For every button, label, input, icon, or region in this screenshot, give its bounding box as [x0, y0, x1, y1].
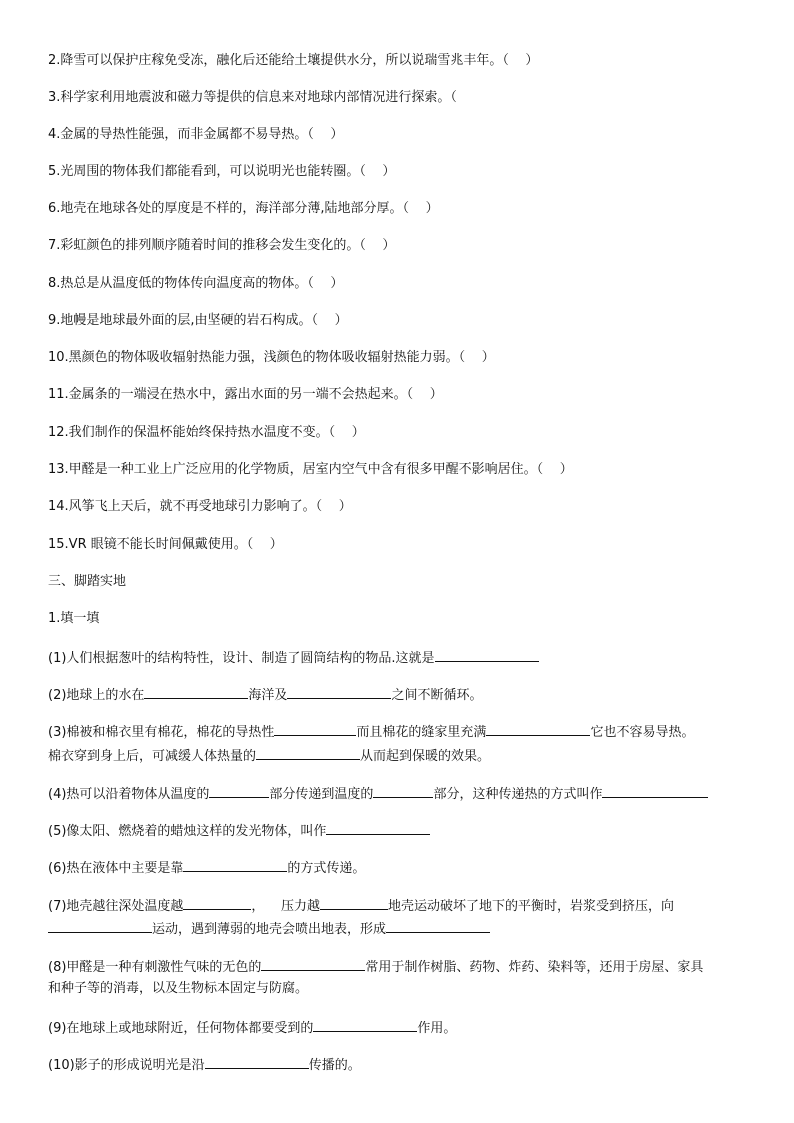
answer-blank[interactable] — [313, 1018, 417, 1032]
question-6: 6.地壳在地球各处的厚度是不样的，海洋部分薄,陆地部分厚。（ ） — [48, 201, 439, 216]
answer-blank[interactable] — [48, 919, 152, 933]
fill-text: (6)热在液体中主要是靠 — [48, 861, 184, 876]
answer-blank[interactable] — [209, 784, 269, 798]
fill-text: 棉衣穿到身上后，可减缓人体热量的 — [48, 749, 257, 764]
fill-text: (8)甲醛是一种有刺激性气味的无色的 — [48, 960, 262, 975]
answer-blank[interactable] — [326, 821, 430, 835]
section-title: 三、脚踏实地 — [48, 574, 127, 589]
question-3: 3.科学家利用地震波和磁力等提供的信息来对地球内部情况进行探索。（ — [48, 90, 457, 105]
answer-blank[interactable] — [602, 784, 708, 798]
answer-blank[interactable] — [183, 858, 287, 872]
fill-text: (10)影子的形成说明光是沿 — [48, 1058, 205, 1073]
fill-text: (7)地壳越往深处温度越 — [48, 899, 184, 914]
fill-item-5 — [48, 821, 430, 841]
fill-text: 部分，这种传递热的方式叫作 — [433, 787, 603, 802]
fill-item-6 — [48, 858, 365, 878]
question-15: 15.VR 眼镜不能长时间佩戴使用。（ ） — [48, 537, 283, 552]
fill-item-2 — [48, 685, 482, 705]
fill-item-7 — [48, 896, 674, 916]
fill-text: 海洋及 — [248, 688, 288, 703]
answer-blank[interactable] — [144, 685, 248, 699]
answer-blank[interactable] — [373, 784, 433, 798]
answer-blank[interactable] — [183, 896, 251, 910]
question-8: 8.热总是从温度低的物体传向温度高的物体。（ ） — [48, 276, 344, 291]
answer-blank[interactable] — [435, 648, 539, 662]
subsection-title: 1.填一填 — [48, 611, 100, 626]
answer-blank[interactable] — [320, 896, 388, 910]
answer-blank[interactable] — [205, 1055, 309, 1069]
fill-text: 而且棉花的缝家里充满 — [356, 725, 487, 740]
answer-blank[interactable] — [274, 722, 356, 736]
fill-text: 和种子等的消毒，以及生物标本固定与防腐。 — [48, 981, 309, 996]
answer-blank[interactable] — [256, 746, 360, 760]
fill-item-8 — [48, 957, 703, 977]
answer-blank[interactable] — [386, 919, 490, 933]
fill-item-1 — [48, 648, 539, 668]
fill-text: 运动，遇到薄弱的地壳会喷出地表，形成 — [152, 922, 387, 937]
question-11: 11.金属条的一端浸在热水中，露出水面的另一端不会热起来。（ ） — [48, 387, 443, 402]
fill-text: 的方式传递。 — [287, 861, 366, 876]
fill-item-7-cont — [48, 919, 490, 939]
fill-item-8-cont — [48, 980, 308, 998]
fill-item-3-cont — [48, 746, 490, 766]
fill-item-9 — [48, 1018, 456, 1038]
question-9: 9.地幔是地球最外面的层,由坚硬的岩石构成。（ ） — [48, 313, 348, 328]
fill-text: (3)棉被和棉衣里有棉花，棉花的导热性 — [48, 725, 275, 740]
question-7: 7.彩虹颜色的排列顺序随着时间的推移会发生变化的。（ ） — [48, 238, 396, 253]
question-12: 12.我们制作的保温杯能始终保持热水温度不变。（ ） — [48, 425, 365, 440]
fill-text: 之间不断循环。 — [391, 688, 483, 703]
fill-text: (9)在地球上或地球附近，任何物体都要受到的 — [48, 1021, 314, 1036]
question-13: 13.甲醛是一种工业上广泛应用的化学物质，居室内空气中含有很多甲醒不影响居住。（ ） — [48, 462, 573, 477]
question-10: 10.黑颜色的物体吸收辐射热能力强，浅颜色的物体吸收辐射热能力弱。（ ） — [48, 350, 495, 365]
answer-blank[interactable] — [287, 685, 391, 699]
question-14: 14.风筝飞上天后，就不再受地球引力影响了。（ ） — [48, 499, 352, 514]
fill-text: (4)热可以沿着物体从温度的 — [48, 787, 210, 802]
question-5: 5.光周围的物体我们都能看到，可以说明光也能转圈。（ ） — [48, 164, 396, 179]
fill-text: 传播的。 — [308, 1058, 361, 1073]
question-2: 2.降雪可以保护庄稼免受冻，融化后还能给土壤提供水分，所以说瑞雪兆丰年。（ ） — [48, 53, 539, 68]
fill-text: (2)地球上的水在 — [48, 688, 145, 703]
fill-text: (1)人们根据葱叶的结构特性，设计、制造了圆筒结构的物品.这就是 — [48, 651, 435, 666]
fill-text: 地壳运动破坏了地下的平衡时，岩浆受到挤压，向 — [387, 899, 674, 914]
question-4: 4.金属的导热性能强，而非金属都不易导热。（ ） — [48, 127, 344, 142]
fill-text: ， 压力越 — [251, 899, 320, 914]
fill-item-10 — [48, 1055, 361, 1075]
fill-text: 常用于制作树脂、药物、炸药、染料等，还用于房屋、家具 — [365, 960, 704, 975]
fill-text: 它也不容易导热。 — [590, 725, 695, 740]
fill-text: 部分传递到温度的 — [269, 787, 374, 802]
answer-blank[interactable] — [261, 957, 365, 971]
fill-text: 从而起到保暖的效果。 — [360, 749, 491, 764]
fill-text: 作用。 — [417, 1021, 457, 1036]
fill-text: (5)像太阳、燃烧着的蜡烛这样的发光物体，叫作 — [48, 824, 327, 839]
fill-item-4 — [48, 784, 708, 804]
answer-blank[interactable] — [486, 722, 590, 736]
fill-item-3 — [48, 722, 694, 742]
